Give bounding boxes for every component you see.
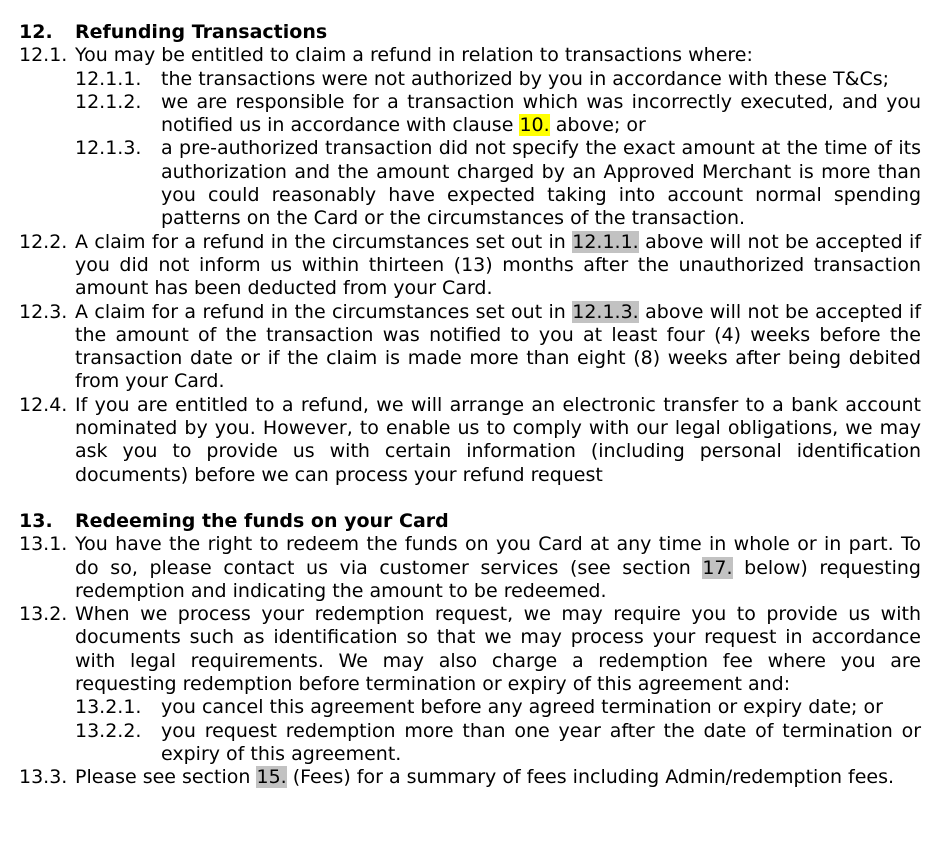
clause-number: 12.2. (19, 230, 68, 253)
clause-text: When we process your redemption request, we may require you to provide us with documents such as identification so that we may process your request in accordance with legal requirements. We may also charge a redemption fee where you are requesting redemption before termination or expiry of this agreement and: (75, 603, 921, 696)
clause-number: 12.1. (19, 44, 68, 67)
text-fragment: above; or (549, 114, 646, 137)
clause-text: You may be entitled to claim a refund in relation to transactions where: (75, 44, 753, 67)
clause-12-1-3 (75, 137, 921, 230)
text-fragment: above will not be accepted if the amount of the transaction was notified to you at least four (4) weeks before the transaction date or if the claim is made more than eight (8) weeks after being debited from your Card. (75, 300, 922, 393)
subclause-number: 12.1.2. (75, 90, 142, 113)
subclause-text: the transactions were not authorized by you in accordance with these T&Cs; (161, 67, 890, 90)
text-fragment: A claim for a refund in the circumstances set out in (75, 230, 573, 253)
section-title: Refunding Transactions (75, 21, 328, 43)
section-spacer (19, 487, 921, 510)
cross-reference-link[interactable]: 12.1.3. (572, 300, 639, 323)
clause-12-4 (19, 394, 921, 487)
subclause-text (161, 91, 921, 138)
cross-reference-link[interactable]: 10. (519, 114, 550, 137)
text-fragment: You have the right to redeem the funds on you Card at any time in whole or in part. To do so, please contact us via customer services (see section (75, 533, 921, 579)
text-fragment: A claim for a refund in the circumstances set out in (75, 300, 573, 323)
clause-number: 13.1. (19, 533, 68, 556)
section-13-heading (19, 510, 921, 533)
clause-13-2-2 (75, 720, 921, 767)
clause-12-1 (19, 44, 921, 230)
text-fragment: Please see section (75, 766, 257, 789)
subclause-number: 12.1.3. (75, 137, 142, 160)
clause-text: If you are entitled to a refund, we will arrange an electronic transfer to a bank account nominated by you. However, to enable us to comply with our legal obligations, we may ask you to provide us with certain information (including personal identification documents) before we can process your refund request (75, 393, 921, 486)
text-fragment: we are responsible for a transaction which was incorrectly executed, and you notified us in accordance with clause (161, 90, 921, 137)
subclause-text: you request redemption more than one year after the date of termination or expiry of this agreement. (161, 719, 921, 765)
clause-13-2-1 (75, 696, 921, 719)
text-fragment: above will not be accepted if you did not inform us within thirteen (13) months after the unauthorized transaction amount has been deducted from your Card. (75, 230, 922, 300)
cross-reference-link[interactable]: 12.1.1. (572, 230, 639, 253)
clause-text (75, 766, 921, 789)
clause-number: 13.3. (19, 766, 68, 789)
clause-text (75, 231, 921, 301)
subclause-text: a pre-authorized transaction did not specify the exact amount at the time of its authorization and the amount charged by an Approved Merchant is more than you could reasonably have expected taking into account normal spending patterns on the Card or the circumstances of the transaction. (161, 137, 921, 230)
clause-13-2 (19, 603, 921, 766)
clause-13-3 (19, 766, 921, 789)
clause-text (75, 533, 921, 603)
section-title: Redeeming the funds on your Card (75, 509, 449, 532)
clause-12-2 (19, 231, 921, 301)
section-number: 12. (19, 21, 53, 43)
text-fragment: (Fees) for a summary of fees including Admin/redemption fees. (286, 766, 895, 789)
clause-number: 12.3. (19, 300, 68, 323)
clause-number: 13.2. (19, 603, 68, 626)
cross-reference-link[interactable]: 17. (702, 556, 733, 579)
clause-12-1-2 (75, 91, 921, 138)
section-number: 13. (19, 509, 53, 532)
clause-13-1 (19, 533, 921, 603)
text-fragment: below) requesting redemption and indicating the amount to be redeemed. (75, 556, 921, 602)
clause-12-3 (19, 301, 921, 394)
clause-12-1-1 (75, 68, 921, 91)
subclause-number: 13.2.1. (75, 696, 142, 719)
section-12-heading (19, 21, 921, 44)
subclause-text: you cancel this agreement before any agreed termination or expiry date; or (161, 696, 883, 719)
clause-text (75, 301, 921, 394)
clause-number: 12.4. (19, 393, 68, 416)
cross-reference-link[interactable]: 15. (256, 766, 287, 789)
subclause-number: 13.2.2. (75, 719, 142, 742)
subclause-number: 12.1.1. (75, 67, 142, 90)
